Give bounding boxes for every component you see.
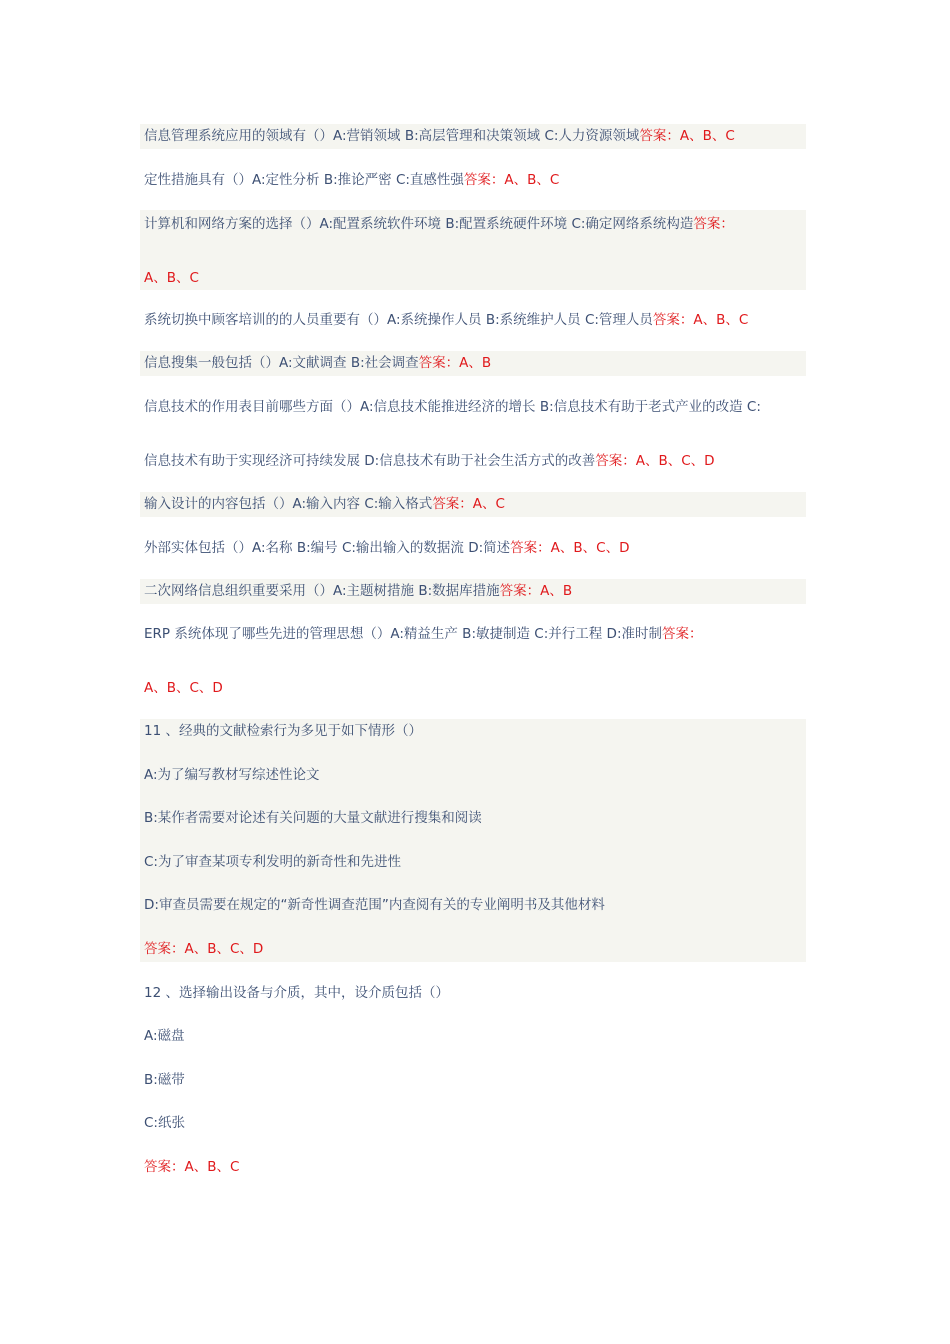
question-block [140, 981, 806, 1181]
answer-line [144, 1155, 239, 1179]
question-text: 计算机和网络方案的选择（）A:配置系统软件环境 B:配置系统硬件环境 C:确定网络系统构造 [144, 216, 694, 232]
question-line [144, 981, 449, 1005]
option-text: C:纸张 [144, 1115, 185, 1131]
option-line [144, 1111, 185, 1135]
question-text: ERP 系统体现了哪些先进的管理思想（）A:精益生产 B:敏捷制造 C:并行工程 D:准时制 [144, 626, 662, 642]
question-text: 信息管理系统应用的领域有（）A:营销领域 B:高层管理和决策领域 C:人力资源领域 [144, 128, 640, 144]
option-line [144, 893, 605, 917]
question-block [140, 308, 806, 332]
question-text: 信息技术的作用表目前哪些方面（）A:信息技术能推进经济的增长 B:信息技术有助于老式产业的改造 C: [144, 399, 761, 415]
answer-text: 答案：A、B、C、D [144, 941, 264, 957]
question-line [144, 492, 505, 516]
answer-label: 答案： [662, 626, 703, 642]
question-line [144, 536, 629, 560]
option-line [144, 763, 320, 787]
answer-line [144, 937, 263, 961]
option-text: C:为了审查某项专利发明的新奇性和先进性 [144, 854, 401, 870]
question-text: 11 、经典的文献检索行为多见于如下情形（） [144, 723, 422, 739]
question-line [144, 622, 703, 646]
answer-text [144, 266, 199, 290]
option-line [144, 1068, 185, 1092]
question-line [144, 719, 422, 743]
question-block [140, 536, 806, 560]
question-line [144, 579, 572, 603]
answer-text: 答案：A、B [418, 355, 492, 371]
answer-text: 答案：A、B [499, 583, 573, 599]
question-text: 系统切换中顾客培训的的人员重要有（）A:系统操作人员 B:系统维护人员 C:管理人员 [144, 312, 653, 328]
answer-text [144, 676, 223, 700]
answer-text: 答案：A、B、C [463, 172, 560, 188]
question-line [144, 351, 491, 375]
question-line [144, 395, 761, 419]
answer-text: 答案：A、B、C、D [595, 453, 715, 469]
answer-text: 答案：A、B、C [652, 312, 749, 328]
question-text: 12 、选择输出设备与介质，其中，设介质包括（） [144, 985, 449, 1001]
answer-value: A、B、C、D [144, 680, 223, 696]
question-block [140, 492, 806, 517]
option-text: A:磁盘 [144, 1028, 185, 1044]
question-block [140, 168, 806, 192]
question-line [144, 449, 715, 473]
question-text: 定性措施具有（）A:定性分析 B:推论严密 C:直感性强 [144, 172, 464, 188]
question-line [144, 168, 559, 192]
question-text: 外部实体包括（）A:名称 B:编号 C:输出输入的数据流 D:简述 [144, 540, 511, 556]
question-text: 二次网络信息组织重要采用（）A:主题树措施 B:数据库措施 [144, 583, 500, 599]
question-line [144, 212, 734, 236]
answer-value: A、B、C [144, 270, 199, 286]
question-text: 信息技术有助于实现经济可持续发展 D:信息技术有助于社会生活方式的改善 [144, 453, 596, 469]
answer-text: 答案：A、B、C、D [510, 540, 630, 556]
question-text: 输入设计的内容包括（）A:输入内容 C:输入格式 [144, 496, 433, 512]
question-block [140, 579, 806, 604]
option-text: A:为了编写教材写综述性论文 [144, 767, 320, 783]
question-block [140, 351, 806, 376]
question-block [140, 210, 806, 290]
option-text: B:磁带 [144, 1072, 185, 1088]
option-line [144, 850, 401, 874]
option-text: D:审查员需要在规定的“新奇性调查范围”内查阅有关的专业阐明书及其他材料 [144, 897, 605, 913]
option-line [144, 1024, 185, 1048]
option-line [144, 806, 482, 830]
question-block [140, 622, 806, 702]
option-text: B:某作者需要对论述有关问题的大量文献进行搜集和阅读 [144, 810, 482, 826]
answer-label: 答案： [693, 216, 734, 232]
question-line [144, 124, 735, 148]
question-block [140, 124, 806, 149]
answer-text: 答案：A、C [432, 496, 505, 512]
question-block [140, 394, 806, 474]
question-block [140, 719, 806, 962]
question-text: 信息搜集一般包括（）A:文献调查 B:社会调查 [144, 355, 419, 371]
answer-text: 答案：A、B、C [144, 1159, 240, 1175]
answer-text: 答案：A、B、C [639, 128, 735, 144]
question-line [144, 308, 748, 332]
